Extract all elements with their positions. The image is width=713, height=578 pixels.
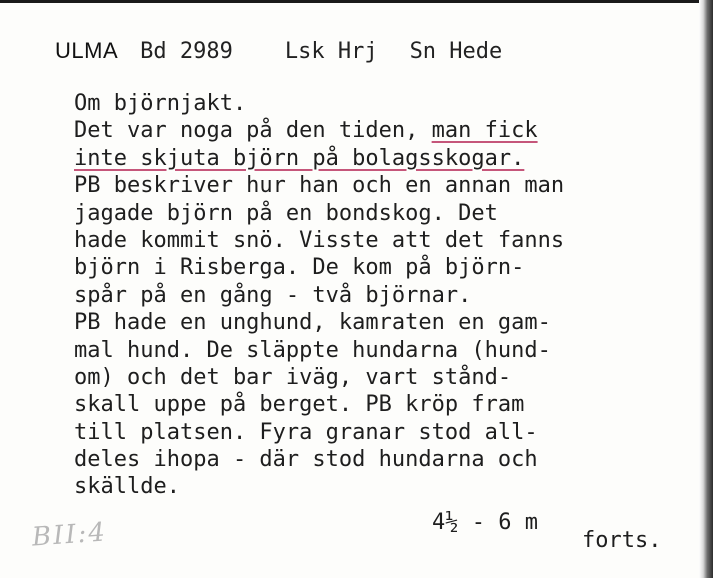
body-line: hade kommit snö. Visste att det fanns	[74, 227, 565, 253]
body-line: till platsen. Fyra granar stod all-	[74, 419, 538, 445]
card-right-edge	[699, 0, 713, 578]
body-line	[74, 117, 694, 144]
card-top-edge	[0, 0, 713, 3]
body-line: spår på en gång - två björnar.	[74, 282, 472, 308]
volume-number: Bd 2989	[140, 39, 233, 64]
body-line: PB beskriver hur han och en annan man	[74, 173, 565, 199]
continued-label: forts.	[582, 528, 662, 553]
archive-code: ULMA	[55, 38, 119, 63]
body-line: Om björnjakt.	[74, 91, 247, 116]
record-body	[74, 90, 694, 501]
body-line: skall uppe på berget. PB kröp fram	[74, 392, 525, 418]
body-line: om) och det bar iväg, vart stånd-	[74, 364, 512, 390]
body-line: skällde.	[74, 474, 180, 500]
parish-code: Sn Hede	[409, 39, 503, 64]
card-header	[55, 38, 502, 64]
body-line: PB hade en unghund, kamraten en gam-	[74, 310, 551, 336]
underlined-text: inte skjuta björn på bolagsskogar.	[74, 145, 525, 171]
body-line: mal hund. De släppte hundarna (hund-	[74, 337, 551, 363]
handwritten-note: BII:4	[31, 517, 108, 553]
length-measure: 4½ - 6 m	[432, 510, 538, 535]
underlined-text: man fick	[431, 118, 538, 144]
body-line: jagade björn på en bondskog. Det	[74, 200, 498, 226]
body-line	[74, 145, 694, 172]
county-code: Lsk Hrj	[284, 39, 378, 64]
body-line: deles ihopa - där stod hundarna och	[74, 447, 538, 473]
body-line: björn i Risberga. De kom på björn-	[74, 255, 525, 281]
body-line-text: Det var noga på den tiden,	[74, 118, 419, 144]
